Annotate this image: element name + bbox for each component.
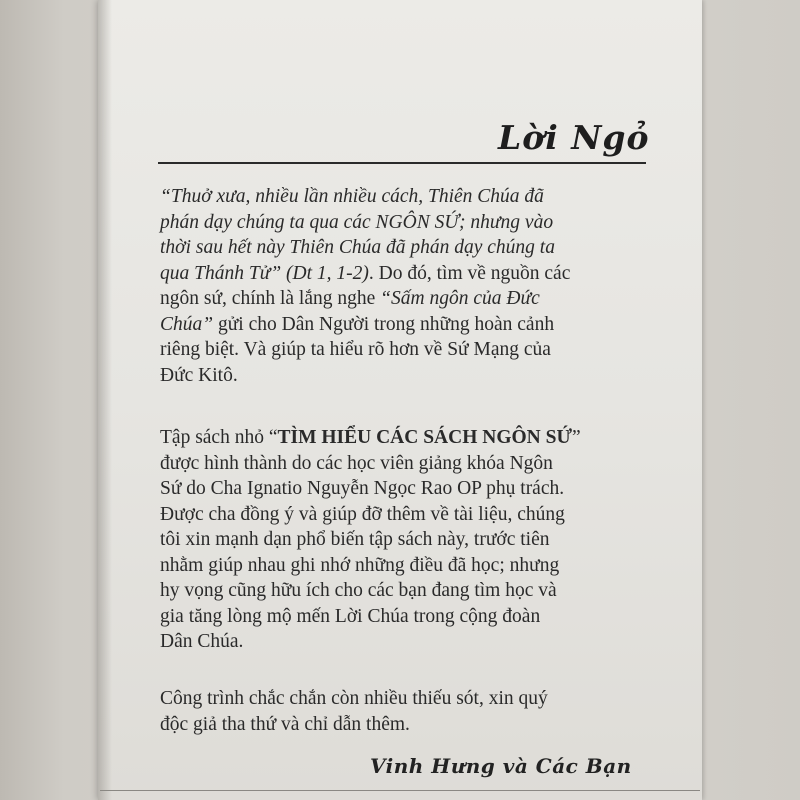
text-segment: tôi xin mạnh dạn phổ biến tập sách này, trước tiên bbox=[160, 529, 550, 550]
page-heading: Lời Ngỏ bbox=[498, 118, 650, 157]
text-segment: thời sau hết này Thiên Chúa đã phán dạy chúng ta bbox=[160, 237, 555, 258]
text-segment: “Sấm ngôn của Đức bbox=[380, 288, 540, 309]
heading-rule bbox=[158, 162, 646, 164]
text-segment: Sứ do Cha Ignatio Nguyễn Ngọc Rao OP phụ trách. bbox=[160, 478, 565, 499]
text-segment: TÌM HIỂU CÁC SÁCH NGÔN SỨ bbox=[277, 427, 573, 448]
text-line bbox=[160, 184, 654, 210]
text-line bbox=[160, 210, 654, 236]
text-line bbox=[160, 425, 654, 451]
text-line bbox=[160, 476, 654, 502]
text-segment: được hình thành do các học viên giảng khóa Ngôn bbox=[160, 452, 553, 474]
paragraph-description bbox=[160, 425, 654, 655]
page-gutter-shadow bbox=[98, 0, 112, 800]
text-line bbox=[160, 604, 654, 630]
text-line bbox=[160, 629, 654, 655]
text-line bbox=[160, 553, 654, 579]
text-line bbox=[160, 337, 654, 363]
paragraph-quote bbox=[160, 184, 654, 388]
text-segment: Công trình chắc chắn còn nhiều thiếu sót, xin quý bbox=[160, 688, 548, 709]
signature: Vinh Hưng và Các Bạn bbox=[370, 754, 632, 778]
paragraph-closing bbox=[160, 686, 654, 737]
text-line bbox=[160, 578, 654, 604]
text-line bbox=[160, 451, 654, 477]
text-line bbox=[160, 502, 654, 528]
text-segment: độc giả tha thứ và chỉ dẫn thêm. bbox=[160, 713, 410, 735]
text-segment: ” bbox=[572, 427, 581, 448]
text-segment: hy vọng cũng hữu ích cho các bạn đang tìm học và bbox=[160, 580, 557, 601]
text-line bbox=[160, 235, 654, 261]
text-segment: Tập sách nhỏ “ bbox=[160, 427, 278, 448]
text-line bbox=[160, 712, 654, 738]
text-segment: phán dạy chúng ta qua các NGÔN SỨ; nhưng vào bbox=[160, 211, 554, 233]
text-segment: gia tăng lòng mộ mến Lời Chúa trong cộng đoàn bbox=[160, 605, 541, 627]
text-segment: ngôn sứ, chính là lắng nghe bbox=[160, 288, 381, 309]
text-line bbox=[160, 363, 654, 389]
text-segment: qua Thánh Tử” (Dt 1, 1-2) bbox=[160, 262, 369, 284]
text-segment: Đức Kitô. bbox=[160, 364, 238, 386]
text-segment: nhằm giúp nhau ghi nhớ những điều đã học; nhưng bbox=[160, 554, 560, 576]
text-segment: Được cha đồng ý và giúp đỡ thêm về tài liệu, chúng bbox=[160, 503, 565, 525]
text-line bbox=[160, 312, 654, 338]
text-segment: Dân Chúa. bbox=[160, 631, 244, 652]
text-segment: . Do đó, tìm về nguồn các bbox=[368, 262, 571, 284]
text-segment: “Thuở xưa, nhiều lần nhiều cách, Thiên Chúa đã bbox=[160, 186, 544, 207]
text-line bbox=[160, 261, 654, 287]
text-segment: gửi cho Dân Người trong những hoàn cảnh bbox=[213, 313, 555, 335]
text-line bbox=[160, 286, 654, 312]
text-line bbox=[160, 686, 654, 712]
text-segment: Chúa” bbox=[160, 313, 214, 335]
text-line bbox=[160, 527, 654, 553]
bottom-rule bbox=[100, 790, 700, 791]
text-segment: riêng biệt. Và giúp ta hiểu rõ hơn về Sứ Mạng của bbox=[160, 339, 551, 360]
